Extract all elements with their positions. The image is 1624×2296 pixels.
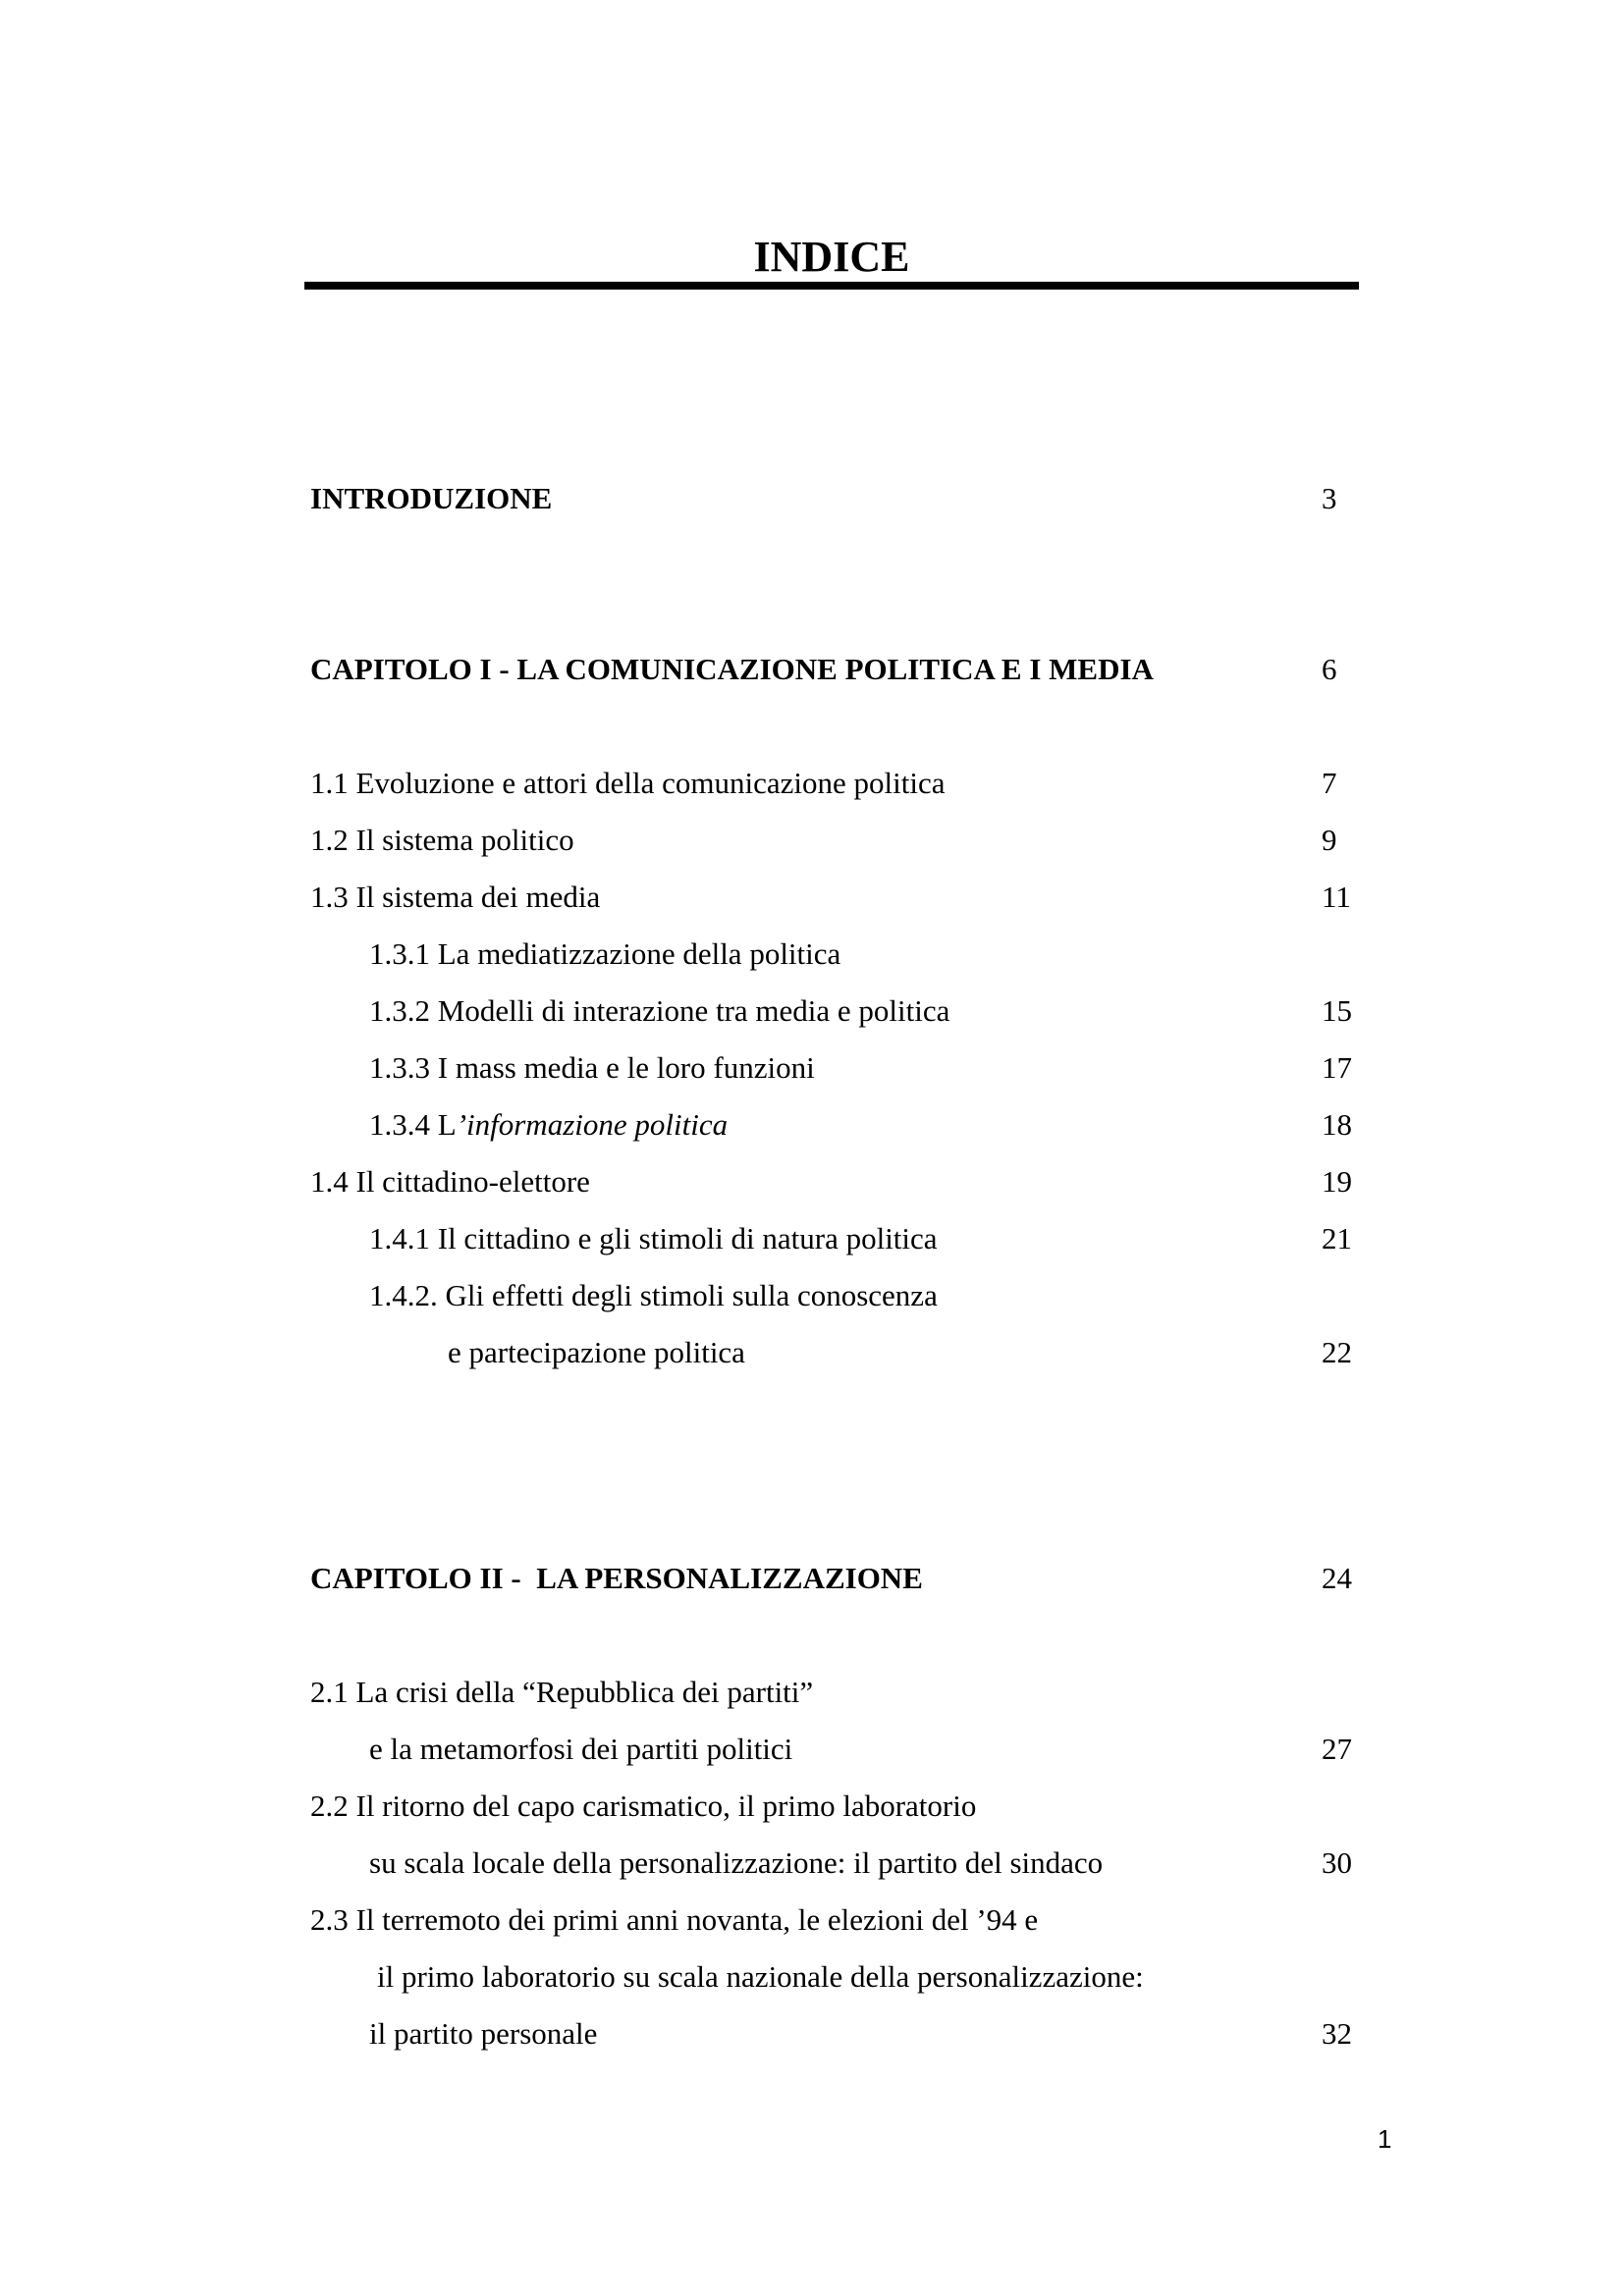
toc-item-1-4-2-cont[interactable]: e partecipazione politica: [448, 1335, 745, 1369]
toc-item-1-3-3-page: 17: [1322, 1050, 1352, 1085]
toc-item-2-1[interactable]: 2.1 La crisi della “Repubblica dei partiti”: [310, 1675, 814, 1709]
toc-chapter-2-page: 24: [1322, 1561, 1352, 1595]
title-rule: [304, 282, 1359, 290]
toc-item-2-2-cont[interactable]: su scala locale della personalizzazione: il partito del sindaco: [369, 1845, 1104, 1880]
toc-item-1-3-3[interactable]: 1.3.3 I mass media e le loro funzioni: [369, 1050, 815, 1085]
toc-chapter-1-page: 6: [1322, 652, 1337, 686]
toc-chapter-2-label[interactable]: CAPITOLO II - LA PERSONALIZZAZIONE: [310, 1561, 923, 1595]
toc-item-1-3-4-italic: ’informazione politica: [456, 1107, 729, 1142]
toc-item-1-2[interactable]: 1.2 Il sistema politico: [310, 823, 574, 857]
toc-item-1-1[interactable]: 1.1 Evoluzione e attori della comunicazione politica: [310, 766, 946, 800]
toc-item-2-1-page: 27: [1322, 1732, 1352, 1766]
toc-item-2-2[interactable]: 2.2 Il ritorno del capo carismatico, il primo laboratorio: [310, 1789, 977, 1823]
page-number: 1: [1378, 2124, 1392, 2154]
page-title: INDICE: [753, 233, 910, 281]
toc-intro-label[interactable]: INTRODUZIONE: [310, 481, 553, 515]
toc-item-1-4-2[interactable]: 1.4.2. Gli effetti degli stimoli sulla conoscenza: [369, 1278, 938, 1312]
toc-item-1-3-2[interactable]: 1.3.2 Modelli di interazione tra media e politica: [369, 993, 950, 1028]
toc-intro-page: 3: [1322, 481, 1337, 515]
toc-item-1-3-4[interactable]: [369, 1105, 728, 1145]
toc-item-2-3-page: 32: [1322, 2016, 1352, 2051]
toc-item-1-4-page: 19: [1322, 1164, 1352, 1199]
toc-item-2-2-page: 30: [1322, 1845, 1352, 1880]
toc-item-1-4-2-page: 22: [1322, 1335, 1352, 1369]
toc-chapter-1-label[interactable]: CAPITOLO I - LA COMUNICAZIONE POLITICA E I MEDIA: [310, 652, 1154, 686]
toc-item-1-4-1-page: 21: [1322, 1221, 1352, 1255]
toc-item-1-3-page: 11: [1322, 880, 1351, 914]
toc-item-1-3[interactable]: 1.3 Il sistema dei media: [310, 880, 601, 914]
toc-item-1-3-4-page: 18: [1322, 1107, 1352, 1142]
toc-item-1-4[interactable]: 1.4 Il cittadino-elettore: [310, 1164, 590, 1199]
toc-item-2-3[interactable]: 2.3 Il terremoto dei primi anni novanta, le elezioni del ’94 e: [310, 1902, 1039, 1937]
toc-item-2-3-cont-1[interactable]: il primo laboratorio su scala nazionale della personalizzazione:: [377, 1959, 1144, 1994]
toc-item-1-1-page: 7: [1322, 766, 1337, 800]
toc-item-1-2-page: 9: [1322, 823, 1337, 857]
toc-item-2-1-cont[interactable]: e la metamorfosi dei partiti politici: [369, 1732, 793, 1766]
toc-item-1-3-4-prefix: 1.3.4 L: [369, 1107, 457, 1142]
toc-item-1-4-1[interactable]: 1.4.1 Il cittadino e gli stimoli di natura politica: [369, 1221, 938, 1255]
toc-item-1-3-2-page: 15: [1322, 993, 1352, 1028]
toc-item-1-3-1[interactable]: 1.3.1 La mediatizzazione della politica: [369, 936, 841, 971]
toc-item-2-3-cont-2[interactable]: il partito personale: [369, 2016, 598, 2051]
